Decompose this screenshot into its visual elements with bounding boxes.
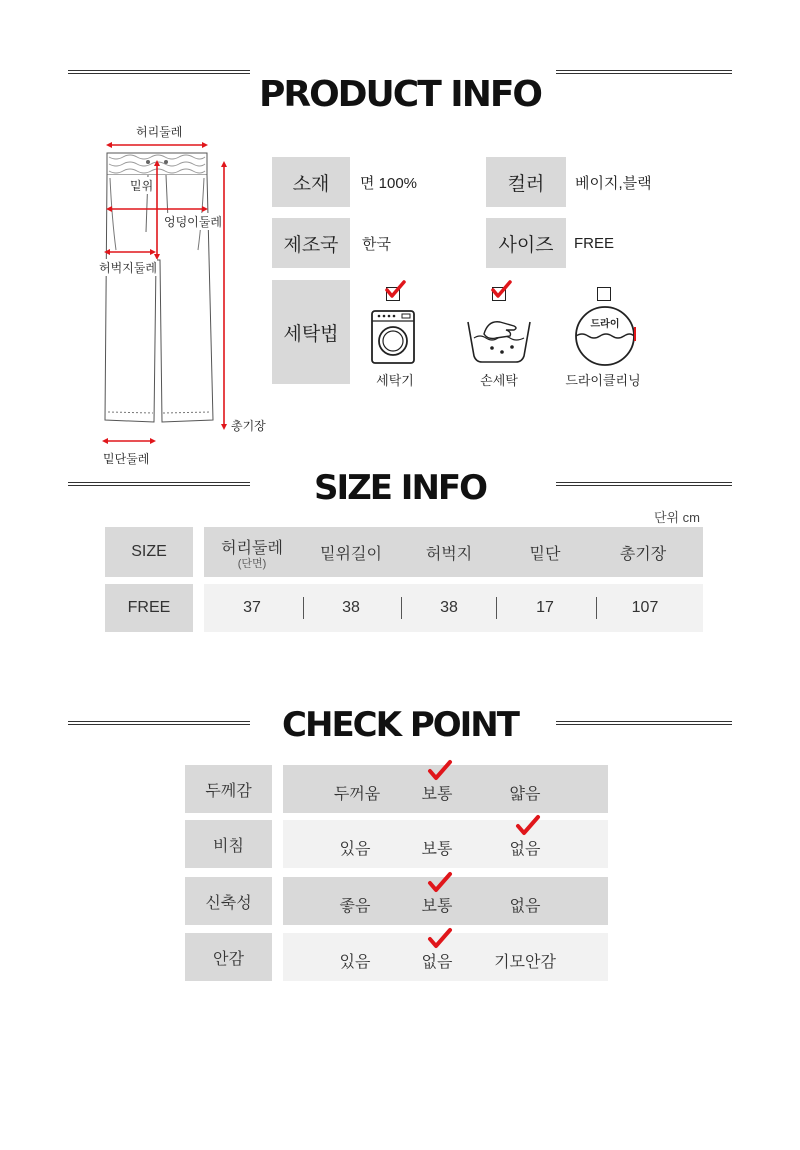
selected-checkmark-icon bbox=[427, 871, 453, 895]
check-option: 없음 bbox=[509, 898, 541, 915]
origin-value: 한국 bbox=[362, 235, 391, 253]
checkmark-icon bbox=[490, 280, 512, 300]
dry-clean-checkbox bbox=[597, 287, 611, 301]
check-option: 기모안감 bbox=[494, 954, 556, 971]
size-col-sub: (단면) bbox=[237, 557, 267, 570]
checkmark-icon bbox=[384, 280, 406, 300]
check-row-label: 안감 bbox=[185, 933, 272, 981]
dry-clean-icon bbox=[573, 303, 637, 367]
size-info-title: SIZE INFO bbox=[313, 468, 487, 508]
check-option: 보통 bbox=[421, 898, 453, 915]
thigh-label: 허벅지둘레 bbox=[99, 261, 157, 275]
size-col-label: 밑단 bbox=[529, 545, 561, 563]
color-label: 컬러 bbox=[486, 157, 566, 207]
check-row-label: 신축성 bbox=[185, 877, 272, 925]
hand-wash-label: 손세탁 bbox=[480, 373, 518, 388]
size-value-rise: 38 bbox=[342, 599, 360, 616]
dry-clean-label: 드라이클리닝 bbox=[565, 373, 641, 388]
check-row-label: 비침 bbox=[185, 820, 272, 868]
washing-machine-icon bbox=[370, 309, 416, 365]
origin-label: 제조국 bbox=[272, 218, 350, 268]
material-label: 소재 bbox=[272, 157, 350, 207]
size-label: 사이즈 bbox=[486, 218, 566, 268]
check-option: 있음 bbox=[339, 954, 371, 971]
size-row-value: FREE bbox=[105, 584, 193, 632]
size-unit: 단위 cm bbox=[653, 510, 700, 525]
selected-checkmark-icon bbox=[515, 814, 541, 838]
size-value-waist: 37 bbox=[243, 599, 261, 616]
check-option: 없음 bbox=[509, 841, 541, 858]
rise-label: 밑위 bbox=[130, 179, 154, 193]
hand-wash-icon bbox=[466, 316, 532, 364]
waist-label: 허리둘레 bbox=[136, 125, 183, 139]
product-info-title: PRODUCT INFO bbox=[258, 74, 542, 115]
size-col-label: 허벅지 bbox=[425, 545, 473, 563]
size-col-rise bbox=[303, 527, 399, 577]
size-value: FREE bbox=[574, 234, 615, 252]
size-value-hem: 17 bbox=[536, 599, 554, 616]
check-option: 있음 bbox=[339, 841, 371, 858]
size-value-length: 107 bbox=[631, 599, 659, 616]
washing-label: 세탁법 bbox=[272, 280, 350, 384]
size-col-length bbox=[595, 527, 691, 577]
material-value: 면 100% bbox=[360, 174, 418, 192]
selected-checkmark-icon bbox=[427, 927, 453, 951]
check-point-title: CHECK POINT bbox=[282, 705, 518, 745]
check-option: 보통 bbox=[421, 841, 453, 858]
check-option: 얇음 bbox=[509, 786, 541, 803]
check-option: 없음 bbox=[421, 954, 453, 971]
size-col-label: 총기장 bbox=[619, 545, 667, 563]
size-col-label: 밑위길이 bbox=[320, 545, 382, 563]
pants-diagram bbox=[96, 120, 276, 470]
size-value-thigh: 38 bbox=[440, 599, 458, 616]
size-row-header: SIZE bbox=[105, 527, 193, 577]
size-col-waist bbox=[204, 527, 300, 577]
size-col-hem bbox=[497, 527, 593, 577]
selected-checkmark-icon bbox=[427, 759, 453, 783]
hip-label: 엉덩이둘레 bbox=[164, 215, 222, 229]
check-row-label: 두께감 bbox=[185, 765, 272, 813]
machine-wash-label: 세탁기 bbox=[376, 373, 414, 388]
check-option: 두꺼움 bbox=[333, 786, 381, 803]
size-col-label: 허리둘레 bbox=[221, 539, 283, 557]
size-col-thigh bbox=[401, 527, 497, 577]
color-value: 베이지,블랙 bbox=[575, 174, 652, 192]
check-option: 보통 bbox=[421, 786, 453, 803]
length-label: 총기장 bbox=[231, 419, 266, 433]
check-option: 좋음 bbox=[339, 898, 371, 915]
dry-clean-icon-text: 드라이 bbox=[590, 319, 620, 330]
hem-label: 밑단둘레 bbox=[103, 452, 150, 466]
